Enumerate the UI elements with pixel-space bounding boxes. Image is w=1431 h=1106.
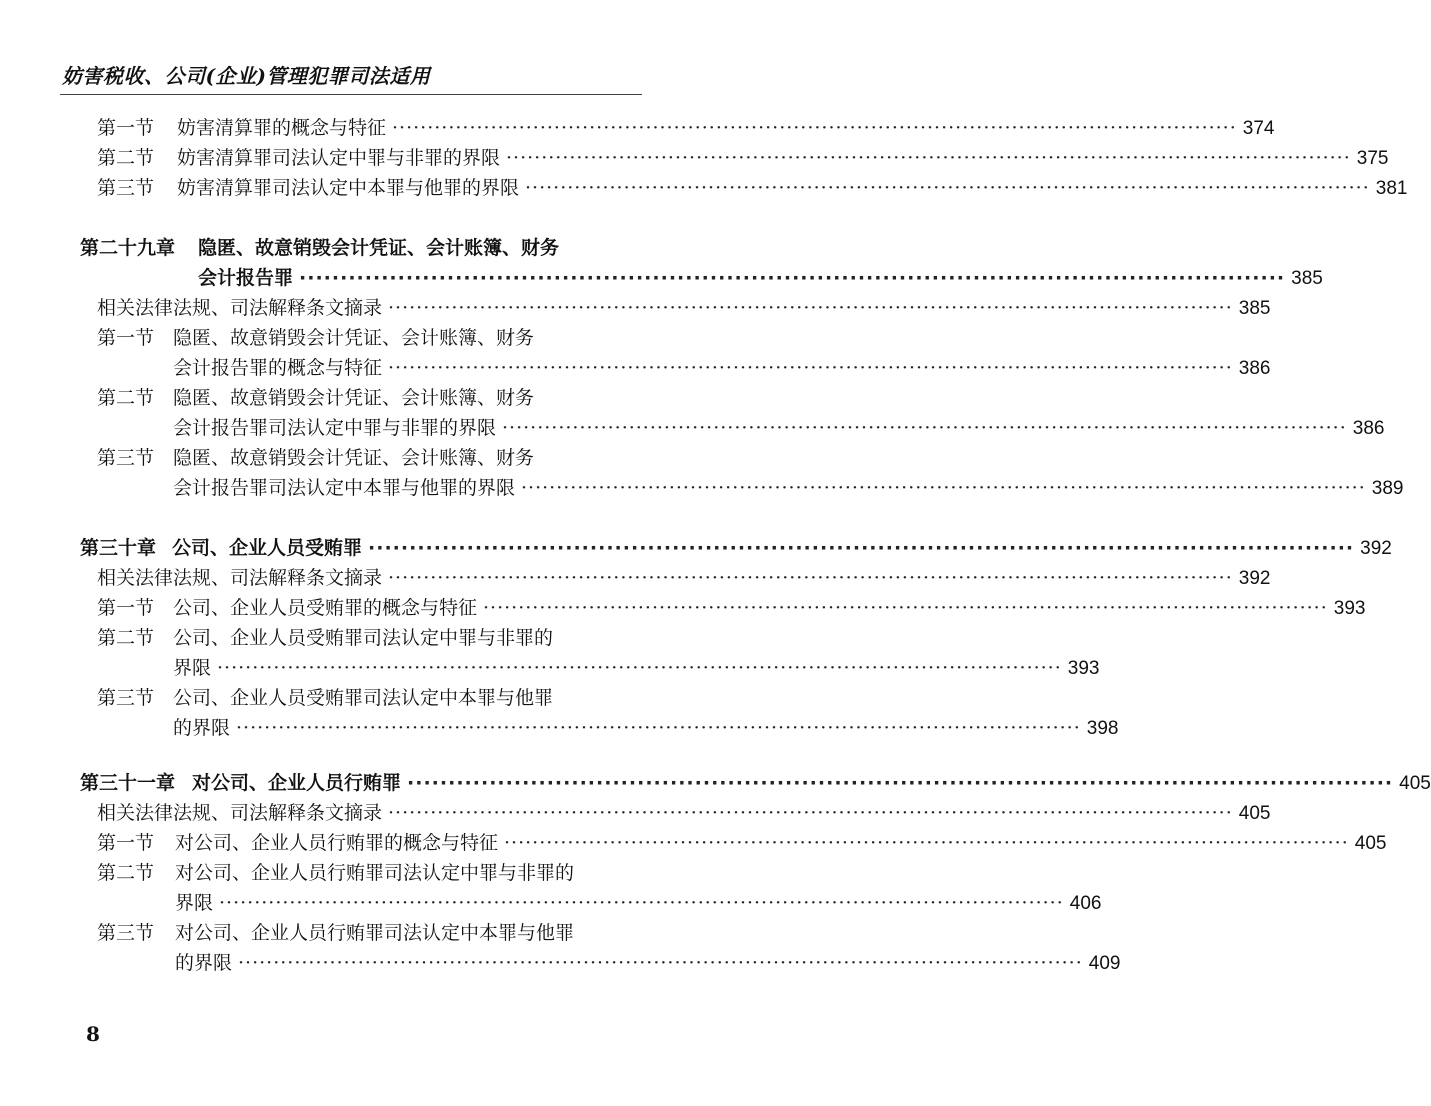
toc-entry-title: 公司、企业人员受贿罪司法认定中本罪与他罪 xyxy=(173,687,554,709)
toc-entry-label: 第二节 xyxy=(97,862,155,884)
toc-entry[interactable] xyxy=(97,112,1275,144)
toc-entry-page: 405 xyxy=(1238,803,1271,824)
toc-entry-continuation[interactable] xyxy=(175,887,1102,919)
toc-entry-continuation[interactable] xyxy=(173,712,1119,744)
toc-entry-continuation[interactable] xyxy=(173,652,1100,684)
toc-entry-title: 界限 xyxy=(175,892,214,914)
toc-entry-label: 第三节 xyxy=(97,447,155,469)
toc-chapter-title: 公司、企业人员受贿罪 xyxy=(172,537,363,559)
toc-entry[interactable] xyxy=(97,292,1271,324)
header-rule xyxy=(60,94,642,95)
toc-entry-page: 385 xyxy=(1238,298,1271,319)
toc-entry-label: 第一节 xyxy=(97,832,155,854)
toc-entry-page: 386 xyxy=(1238,358,1271,379)
page-number: 8 xyxy=(86,1022,100,1046)
toc-entry-label: 第三节 xyxy=(97,687,155,709)
toc-entry-title: 会计报告罪的概念与特征 xyxy=(173,357,383,379)
toc-entry-page: 405 xyxy=(1354,833,1387,854)
toc-entry-title: 相关法律法规、司法解释条文摘录 xyxy=(97,297,383,319)
toc-entry[interactable] xyxy=(97,592,1366,624)
toc-chapter[interactable] xyxy=(80,232,645,264)
dot-leader: ························································································································ xyxy=(525,177,1370,199)
dot-leader: ························································································································ xyxy=(368,537,1355,559)
toc-entry-label: 第三节 xyxy=(97,177,155,199)
toc-entry-title: 对公司、企业人员行贿罪的概念与特征 xyxy=(175,832,499,854)
toc-entry-label: 第二节 xyxy=(97,387,155,409)
toc-entry-label: 第一节 xyxy=(97,327,155,349)
toc-chapter-label: 第三十一章 xyxy=(80,772,176,794)
toc-entry-title: 隐匿、故意销毁会计凭证、会计账簿、财务 xyxy=(173,447,535,469)
toc-entry-continuation[interactable] xyxy=(175,947,1121,979)
toc-entry-title: 的界限 xyxy=(173,717,231,739)
toc-entry-page: 406 xyxy=(1069,893,1102,914)
toc-entry-label: 第二节 xyxy=(97,147,155,169)
toc-chapter-title: 对公司、企业人员行贿罪 xyxy=(192,772,402,794)
toc-entry[interactable] xyxy=(97,917,645,949)
toc-entry-title: 界限 xyxy=(173,657,212,679)
toc-entry-label: 第三节 xyxy=(97,922,155,944)
toc-entry[interactable] xyxy=(97,172,1408,204)
dot-leader: ························································································································ xyxy=(388,802,1233,824)
toc-entry-title: 公司、企业人员受贿罪的概念与特征 xyxy=(173,597,478,619)
dot-leader: ························································································································ xyxy=(217,657,1062,679)
toc-chapter[interactable] xyxy=(80,532,1392,564)
dot-leader: ························································································································ xyxy=(504,832,1349,854)
dot-leader: ························································································································ xyxy=(299,267,1286,289)
toc-entry[interactable] xyxy=(97,797,1271,829)
dot-leader: ························································································································ xyxy=(388,297,1233,319)
toc-entry[interactable] xyxy=(97,622,645,654)
toc-entry-title: 公司、企业人员受贿罪司法认定中罪与非罪的 xyxy=(173,627,554,649)
toc-entry-title: 妨害清算罪的概念与特征 xyxy=(177,117,387,139)
toc-entry-title: 隐匿、故意销毁会计凭证、会计账簿、财务 xyxy=(173,387,535,409)
dot-leader: ························································································································ xyxy=(392,117,1237,139)
toc-entry-title: 会计报告罪司法认定中本罪与他罪的界限 xyxy=(173,477,516,499)
toc-entry-label: 第二节 xyxy=(97,627,155,649)
dot-leader: ························································································································ xyxy=(236,717,1081,739)
toc-entry-title: 对公司、企业人员行贿罪司法认定中本罪与他罪 xyxy=(175,922,575,944)
toc-entry[interactable] xyxy=(97,322,645,354)
toc-entry[interactable] xyxy=(97,142,1389,174)
toc-entry-page: 405 xyxy=(1399,773,1431,794)
toc-entry-title: 妨害清算罪司法认定中本罪与他罪的界限 xyxy=(177,177,520,199)
toc-entry-continuation[interactable] xyxy=(173,412,1385,444)
toc-chapter-label: 第二十九章 xyxy=(80,237,176,259)
toc-chapter-label: 第三十章 xyxy=(80,537,157,559)
toc-chapter-title: 隐匿、故意销毁会计凭证、会计账簿、财务 xyxy=(198,237,560,259)
toc-entry-title: 隐匿、故意销毁会计凭证、会计账簿、财务 xyxy=(173,327,535,349)
toc-entry-page: 381 xyxy=(1375,178,1408,199)
toc-entry-continuation[interactable] xyxy=(173,352,1271,384)
toc-entry-page: 375 xyxy=(1356,148,1389,169)
toc-entry-page: 393 xyxy=(1333,598,1366,619)
toc-entry[interactable] xyxy=(97,382,645,414)
toc-entry-label: 第一节 xyxy=(97,597,155,619)
toc-chapter[interactable] xyxy=(80,767,1431,799)
dot-leader: ························································································································ xyxy=(238,952,1083,974)
toc-entry[interactable] xyxy=(97,827,1387,859)
dot-leader: ························································································································ xyxy=(388,357,1233,379)
toc-entry[interactable] xyxy=(97,857,645,889)
dot-leader: ························································································································ xyxy=(407,772,1394,794)
running-header: 妨害税收、公司(企业)管理犯罪司法适用 xyxy=(62,64,431,88)
toc-entry-title: 相关法律法规、司法解释条文摘录 xyxy=(97,567,383,589)
toc-entry-label: 第一节 xyxy=(97,117,155,139)
dot-leader: ························································································································ xyxy=(506,147,1351,169)
toc-entry-title: 妨害清算罪司法认定中罪与非罪的界限 xyxy=(177,147,501,169)
toc-chapter-continuation[interactable] xyxy=(198,262,1323,294)
toc-entry-page: 392 xyxy=(1238,568,1271,589)
toc-entry[interactable] xyxy=(97,442,645,474)
toc-chapter-title: 会计报告罪 xyxy=(198,267,294,289)
toc-entry-page: 409 xyxy=(1088,953,1121,974)
dot-leader: ························································································································ xyxy=(502,417,1347,439)
toc-entry-page: 374 xyxy=(1242,118,1275,139)
dot-leader: ························································································································ xyxy=(219,892,1064,914)
toc-entry-page: 385 xyxy=(1291,268,1323,289)
toc-entry-title: 的界限 xyxy=(175,952,233,974)
toc-entry-title: 对公司、企业人员行贿罪司法认定中罪与非罪的 xyxy=(175,862,575,884)
toc-entry-page: 393 xyxy=(1067,658,1100,679)
toc-entry-title: 相关法律法规、司法解释条文摘录 xyxy=(97,802,383,824)
toc-entry-title: 会计报告罪司法认定中罪与非罪的界限 xyxy=(173,417,497,439)
toc-entry-continuation[interactable] xyxy=(173,472,1404,504)
toc-entry-page: 392 xyxy=(1360,538,1392,559)
toc-entry[interactable] xyxy=(97,682,645,714)
toc-entry-page: 398 xyxy=(1086,718,1119,739)
dot-leader: ························································································································ xyxy=(388,567,1233,589)
toc-entry[interactable] xyxy=(97,562,1271,594)
dot-leader: ························································································································ xyxy=(521,477,1366,499)
dot-leader: ························································································································ xyxy=(483,597,1328,619)
toc-entry-page: 386 xyxy=(1352,418,1385,439)
toc-entry-page: 389 xyxy=(1371,478,1404,499)
